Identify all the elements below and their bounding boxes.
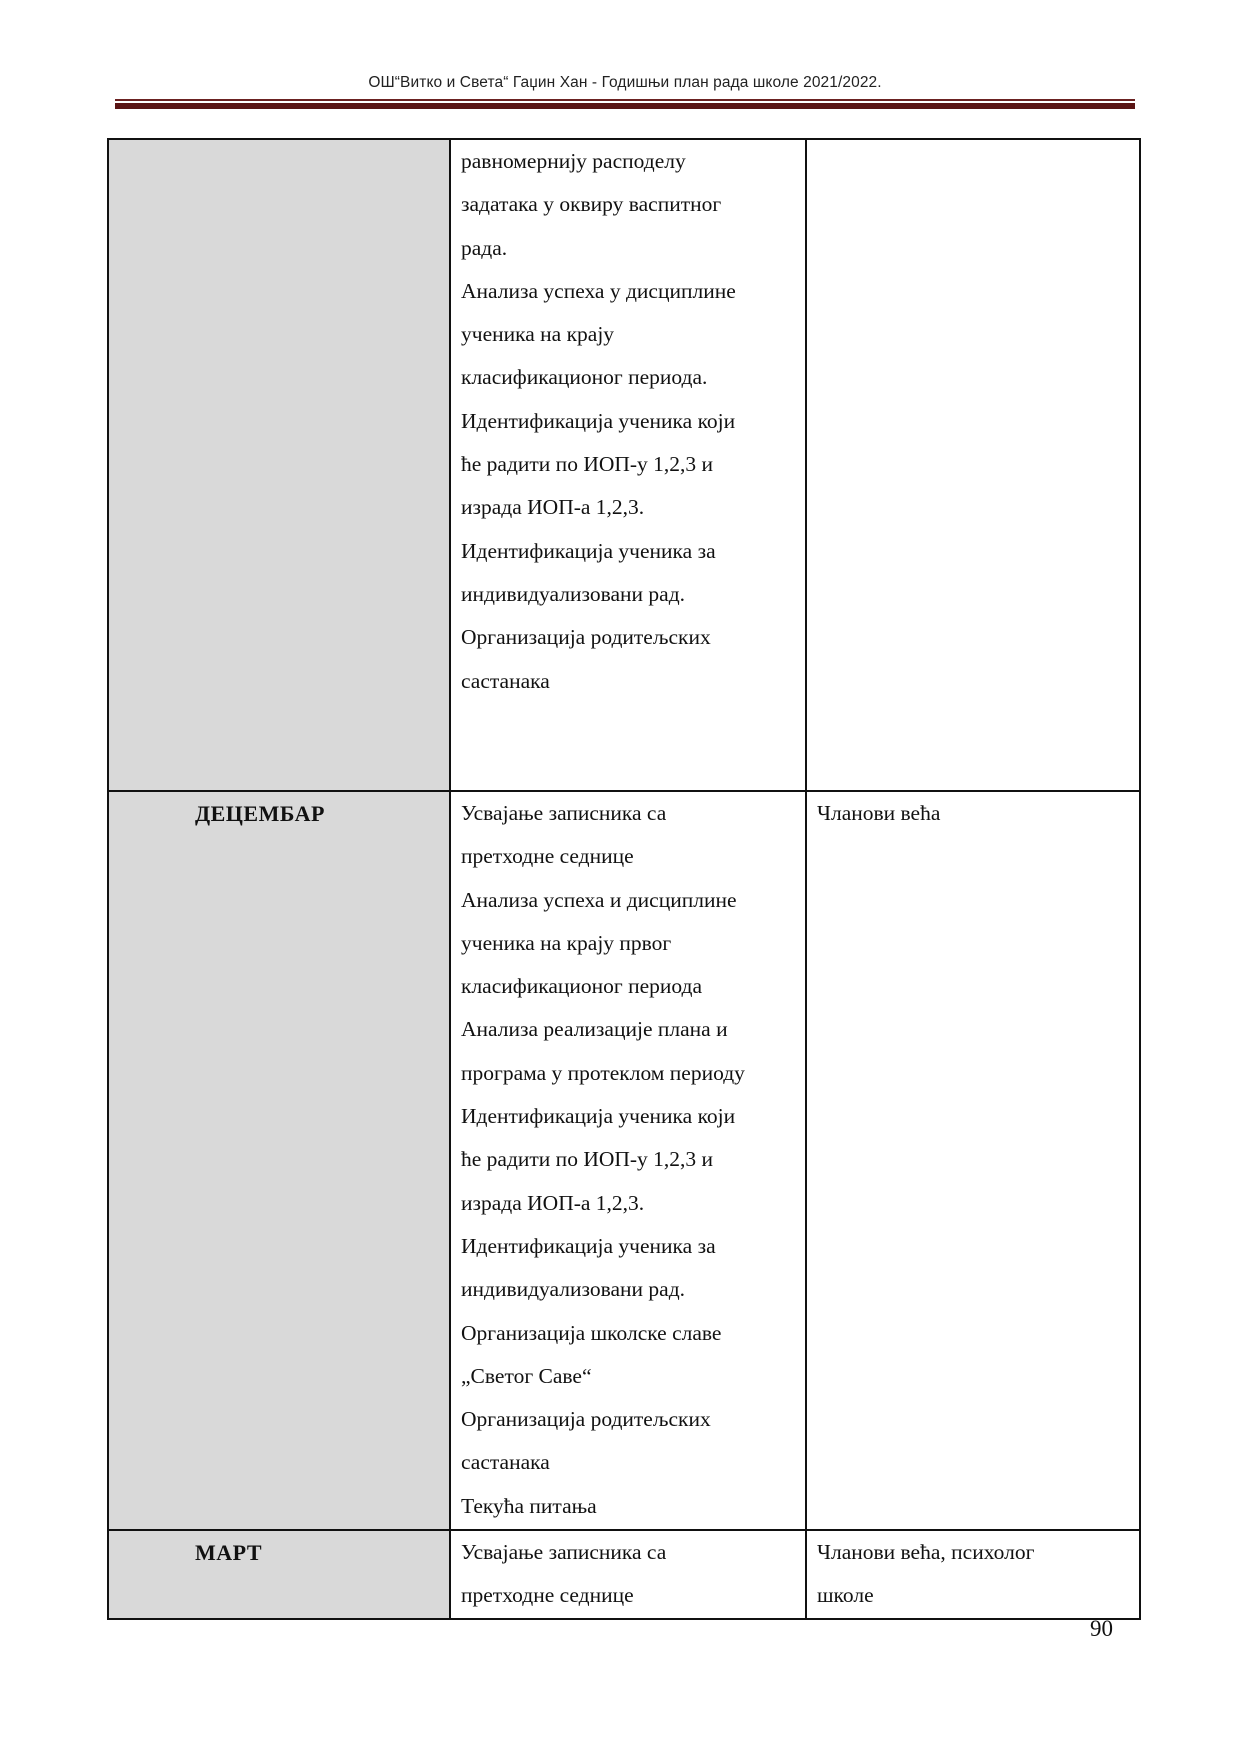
- text-line: индивидуализовани рад.: [461, 581, 686, 606]
- text-line: Усвајање записника са: [461, 1540, 667, 1564]
- text-line: Идентификација ученика за: [461, 1233, 716, 1258]
- activities-list: [451, 792, 805, 1528]
- text-line: Идентификација ученика за: [461, 538, 716, 563]
- table-row: [108, 791, 1140, 1530]
- table-row: [108, 1530, 1140, 1619]
- activities-cell: [450, 1530, 806, 1619]
- text-line: претходне седнице: [461, 844, 634, 869]
- table-row: [108, 139, 1140, 791]
- participants-cell: [806, 791, 1140, 1530]
- text-line: претходне седнице: [461, 1583, 634, 1608]
- text-line: Идентификација ученика који: [461, 1104, 736, 1129]
- activities-cell: [450, 139, 806, 791]
- participants-list: [807, 792, 1139, 835]
- month-label: ДЕЦЕМБАР: [195, 801, 325, 826]
- activities-list: [451, 1531, 805, 1618]
- text-line: Анализа успеха и дисциплине: [461, 887, 737, 912]
- month-label: МАРТ: [195, 1540, 263, 1565]
- month-cell: [108, 791, 450, 1530]
- text-line: индивидуализовани рад.: [461, 1277, 686, 1302]
- activities-cell: [450, 791, 806, 1530]
- text-line: равномернију расподелу: [461, 149, 686, 173]
- text-line: Текућа питања: [461, 1493, 597, 1518]
- text-line: Организација школске славе: [461, 1320, 722, 1345]
- text-line: Анализа реализације плана и: [461, 1017, 728, 1042]
- text-line: рада.: [461, 235, 508, 260]
- text-line: ће радити по ИОП-у 1,2,3 и: [461, 452, 714, 477]
- text-line: класификационог периода.: [461, 365, 708, 390]
- text-line: Чланови већа: [817, 801, 941, 825]
- text-line: школе: [817, 1583, 874, 1608]
- text-line: састанака: [461, 1450, 550, 1475]
- text-line: програма у протеклом периоду: [461, 1060, 745, 1085]
- text-line: ученика на крају: [461, 322, 615, 347]
- text-line: Идентификација ученика који: [461, 408, 736, 433]
- text-line: састанака: [461, 668, 550, 693]
- text-line: ученика на крају првог: [461, 930, 672, 955]
- text-line: „Светог Саве“: [461, 1363, 592, 1388]
- participants-list: [807, 1531, 1139, 1618]
- text-line: Организација родитељских: [461, 1407, 711, 1432]
- text-line: ће радити по ИОП-у 1,2,3 и: [461, 1147, 714, 1172]
- text-line: Организација родитељских: [461, 625, 711, 650]
- text-line: задатака у оквиру васпитног: [461, 192, 722, 217]
- participants-cell: [806, 139, 1140, 791]
- header-rule-thick: [115, 103, 1135, 109]
- text-line: израда ИОП-а 1,2,3.: [461, 495, 645, 520]
- text-line: Анализа успеха у дисциплине: [461, 278, 736, 303]
- activities-list: [451, 140, 805, 703]
- text-line: израда ИОП-а 1,2,3.: [461, 1190, 645, 1215]
- month-cell: [108, 1530, 450, 1619]
- text-line: Усвајање записника са: [461, 801, 667, 825]
- participants-cell: [806, 1530, 1140, 1619]
- text-line: класификационог периода: [461, 974, 702, 999]
- plan-table: [107, 138, 1141, 1620]
- month-cell: [108, 139, 450, 791]
- header-rule-thin: [115, 99, 1135, 101]
- text-line: Чланови већа, психолог: [817, 1540, 1035, 1564]
- page-number: 90: [1090, 1616, 1113, 1641]
- page-header: ОШ“Витко и Света“ Гаџин Хан - Годишњи план рада школе 2021/2022.: [368, 74, 882, 91]
